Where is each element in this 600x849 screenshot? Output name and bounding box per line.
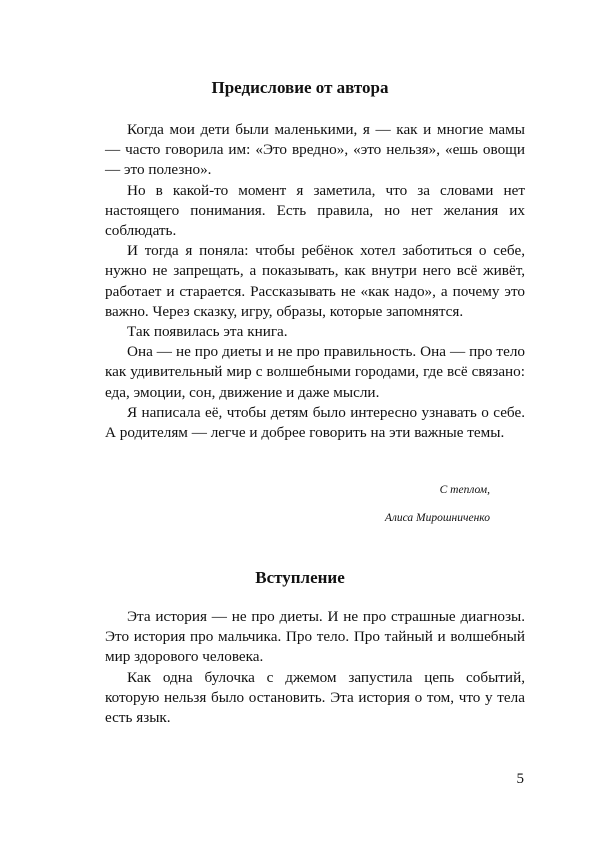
intro-paragraph: Как одна булочка с джемом запустила цепь событий, которую нельзя было остановить. Эта история о том, что у тела есть язык. (105, 668, 525, 727)
preface-title: Предисловие от автора (211, 78, 389, 97)
intro-title: Вступление (255, 568, 345, 587)
intro-paragraph: Эта история — не про диеты. И не про страшные диагнозы. Это история про мальчика. Про тело. Про тайный и волшебный мир здорового человека. (105, 608, 525, 666)
preface-paragraph: Она — не про диеты и не про правильность. Она — про тело как удивительный мир с волшебными городами, где всё связано: еда, эмоции, сон, движение и даже мысли. (105, 343, 525, 401)
preface-paragraph: Так появилась эта книга. (127, 323, 288, 341)
intro-body (105, 607, 525, 728)
signature-author: Алиса Мирошниченко (384, 512, 490, 524)
signature-greeting: С теплом, (439, 484, 490, 496)
preface-paragraph: И тогда я поняла: чтобы ребёнок хотел заботиться о себе, нужно не запрещать, а показывать, как внутри него всё живёт, работает и старается. Рассказывать не «как надо», а почему это важно. Через сказку, игру, образы, которые запомнятся. (105, 242, 525, 320)
preface-paragraph: Я написала её, чтобы детям было интересно узнавать о себе. А родителям — легче и добрее говорить на эти важные темы. (105, 403, 525, 442)
preface-paragraph: Но в какой-то момент я заметила, что за словами нет настоящего понимания. Есть правила, но нет желания их соблюдать. (105, 181, 525, 240)
preface-paragraph: Когда мои дети были маленькими, я — как и многие мамы — часто говорила им: «Это вредно», «это нельзя», «ешь овощи — это полезно». (105, 121, 525, 179)
preface-body (105, 120, 525, 443)
page-number: 5 (516, 771, 524, 787)
